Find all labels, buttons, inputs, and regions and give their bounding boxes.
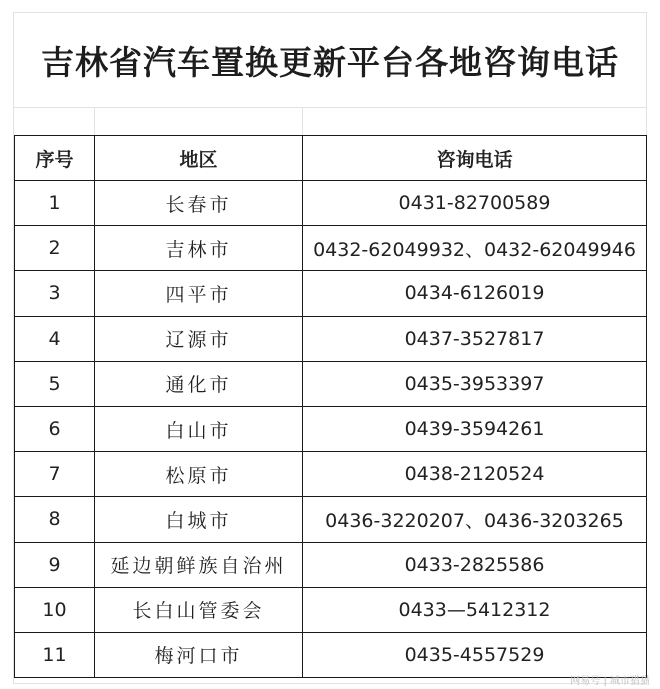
row-region: 长春市 [95, 181, 303, 226]
row-phone: 0431-82700589 [303, 181, 647, 226]
row-number: 11 [15, 632, 95, 677]
row-region: 吉林市 [95, 226, 303, 271]
row-region: 松原市 [95, 452, 303, 497]
row-region: 白山市 [95, 406, 303, 451]
table-row [15, 181, 647, 226]
row-phone: 0436-3220207、0436-3203265 [303, 497, 647, 542]
table-row [15, 271, 647, 316]
table-row [15, 497, 647, 542]
row-phone: 0437-3527817 [303, 316, 647, 361]
row-phone: 0439-3594261 [303, 406, 647, 451]
table-row [15, 361, 647, 406]
row-phone: 0438-2120524 [303, 452, 647, 497]
row-region: 延边朝鲜族自治州 [95, 542, 303, 587]
header-phone: 咨询电话 [303, 136, 647, 181]
row-phone: 0434-6126019 [303, 271, 647, 316]
row-region: 通化市 [95, 361, 303, 406]
row-number: 2 [15, 226, 95, 271]
header-number: 序号 [15, 136, 95, 181]
table-row [15, 587, 647, 632]
row-number: 1 [15, 181, 95, 226]
table-row [15, 406, 647, 451]
row-phone: 0435-4557529 [303, 632, 647, 677]
table-row [15, 632, 647, 677]
row-region: 四平市 [95, 271, 303, 316]
watermark: 网易号 | 城市猎猎 [570, 676, 650, 687]
row-region: 长白山管委会 [95, 587, 303, 632]
contact-table [14, 135, 647, 678]
table-header-row [15, 136, 647, 181]
row-region: 白城市 [95, 497, 303, 542]
document-sheet [13, 12, 647, 684]
page-title: 吉林省汽车置换更新平台各地咨询电话 [14, 13, 646, 108]
row-number: 5 [15, 361, 95, 406]
row-region: 梅河口市 [95, 632, 303, 677]
table-row [15, 452, 647, 497]
table-row [15, 316, 647, 361]
table-row [15, 542, 647, 587]
row-number: 4 [15, 316, 95, 361]
row-phone: 0432-62049932、0432-62049946 [303, 226, 647, 271]
row-number: 10 [15, 587, 95, 632]
row-region: 辽源市 [95, 316, 303, 361]
row-number: 9 [15, 542, 95, 587]
row-phone: 0433—5412312 [303, 587, 647, 632]
row-number: 3 [15, 271, 95, 316]
row-number: 8 [15, 497, 95, 542]
row-number: 7 [15, 452, 95, 497]
row-phone: 0435-3953397 [303, 361, 647, 406]
row-phone: 0433-2825586 [303, 542, 647, 587]
table-row [15, 226, 647, 271]
header-spacer-row [14, 107, 646, 135]
header-region: 地区 [95, 136, 303, 181]
row-number: 6 [15, 406, 95, 451]
